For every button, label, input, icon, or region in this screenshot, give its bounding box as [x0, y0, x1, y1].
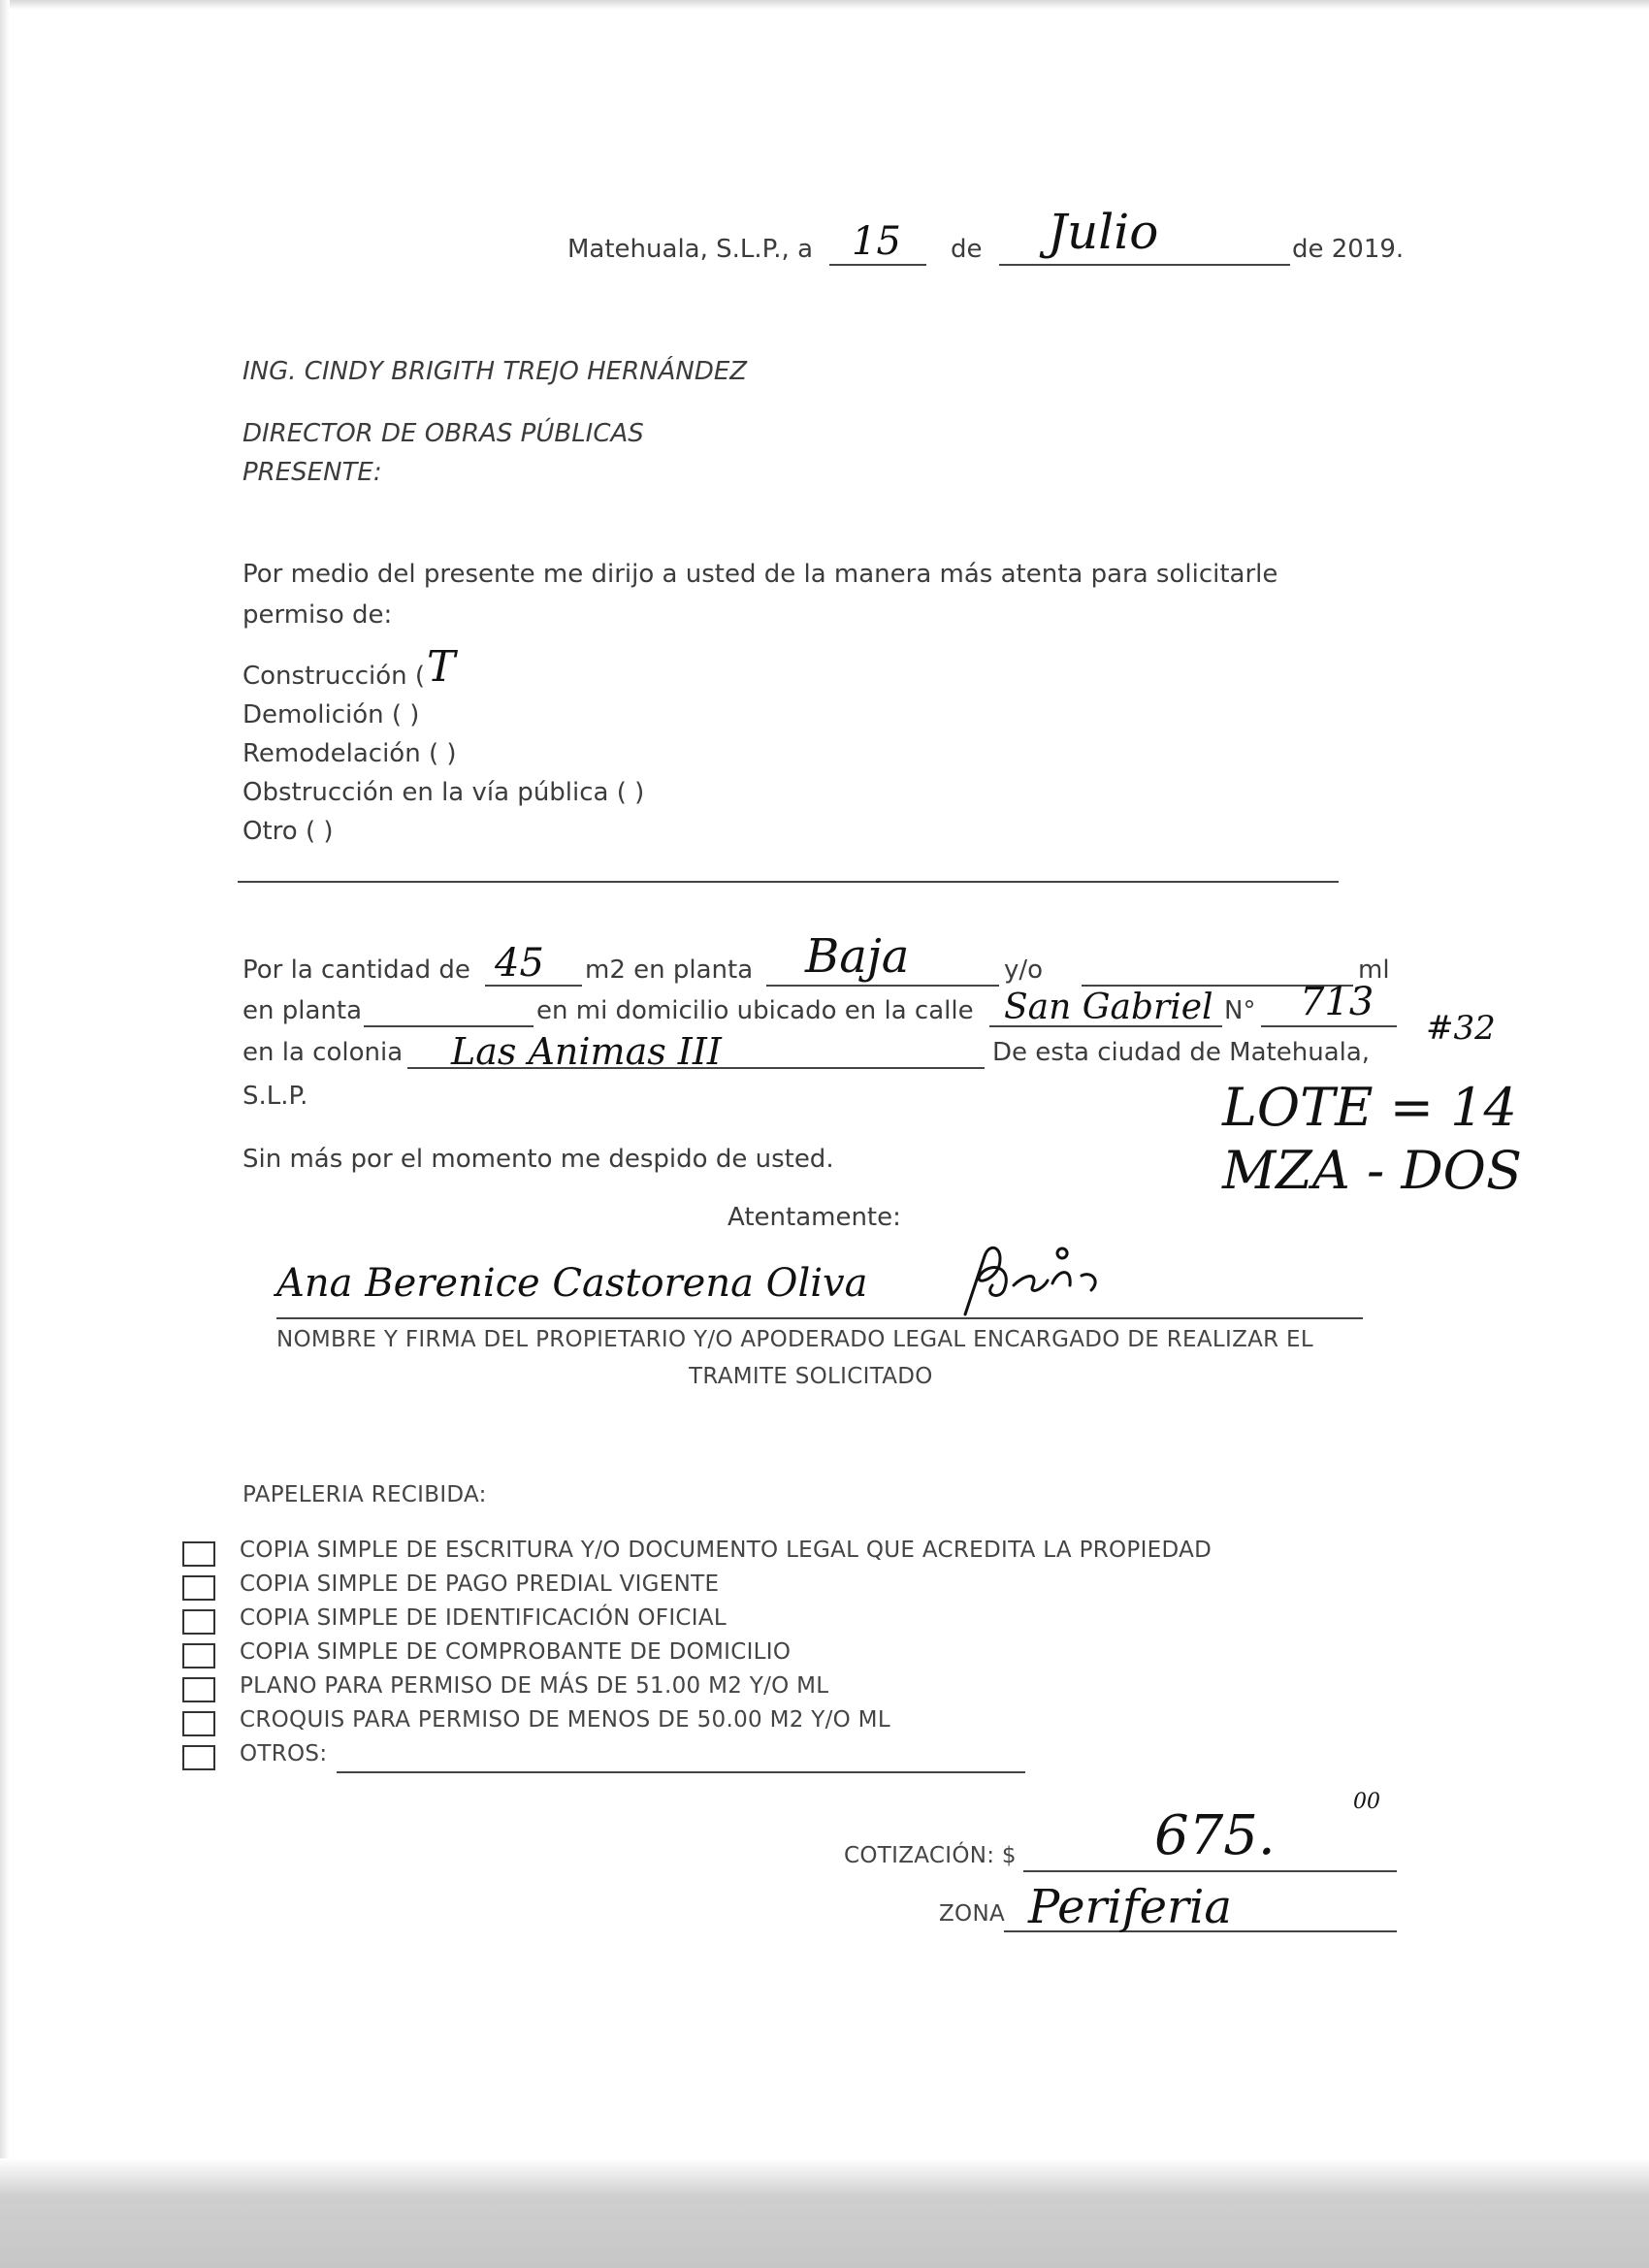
day-line: [829, 264, 926, 266]
papeleria-checkbox[interactable]: [182, 1541, 215, 1567]
date-year-label: de 2019.: [1292, 235, 1405, 264]
cotizacion-line: [1023, 1870, 1397, 1872]
cantidad-handwritten: 45: [495, 941, 544, 986]
scan-bottom-band: [0, 2158, 1649, 2268]
intro-line-2: permiso de:: [242, 600, 393, 630]
owner-name-handwritten: Ana Berenice Castorena Oliva: [276, 1261, 868, 1306]
scan-left-edge: [0, 0, 10, 2183]
cotizacion-cents-handwritten: 00: [1353, 1790, 1380, 1814]
option-otro-line: [238, 881, 1339, 883]
slp-label: S.L.P.: [242, 1082, 308, 1111]
option-otro: Otro ( ): [242, 817, 334, 846]
construccion-mark: T: [427, 642, 456, 692]
papeleria-item: CROQUIS PARA PERMISO DE MENOS DE 50.00 M2 Y/O ML: [240, 1707, 890, 1733]
papeleria-item: OTROS:: [240, 1741, 328, 1766]
firma-caption-2: TRAMITE SOLICITADO: [689, 1364, 933, 1389]
extra-number-handwritten: #32: [1426, 1009, 1496, 1048]
option-obstruccion: Obstrucción en la vía pública ( ): [242, 778, 645, 807]
colonia-label: en la colonia: [242, 1038, 404, 1067]
planta-handwritten: Baja: [805, 929, 910, 984]
firma-caption-1: NOMBRE Y FIRMA DEL PROPIETARIO Y/O APODERADO LEGAL ENCARGADO DE REALIZAR EL: [276, 1327, 1313, 1352]
papeleria-item: PLANO PARA PERMISO DE MÁS DE 51.00 M2 Y/O ML: [240, 1673, 829, 1699]
addressee-name: ING. CINDY BRIGITH TREJO HERNÁNDEZ: [242, 357, 748, 386]
date-de-label: de: [951, 235, 983, 264]
papeleria-checkbox[interactable]: [182, 1677, 215, 1702]
papeleria-checkbox[interactable]: [182, 1609, 215, 1635]
zona-handwritten: Periferia: [1028, 1880, 1232, 1934]
papeleria-checkbox[interactable]: [182, 1745, 215, 1770]
option-remodelacion: Remodelación ( ): [242, 739, 457, 768]
ml-label: ml: [1358, 956, 1390, 985]
numero-handwritten: 713: [1300, 980, 1374, 1024]
planta-line: [766, 985, 999, 987]
en-planta-label: en planta: [242, 996, 363, 1025]
addressee-title: DIRECTOR DE OBRAS PÚBLICAS: [242, 419, 644, 448]
despido-text: Sin más por el momento me despido de usted.: [242, 1145, 834, 1174]
papeleria-checkbox[interactable]: [182, 1711, 215, 1736]
day-handwritten: 15: [852, 219, 901, 264]
owner-signature: [946, 1237, 1140, 1324]
domicilio-label: en mi domicilio ubicado en la calle: [536, 996, 974, 1025]
zona-label: ZONA: [939, 1901, 1005, 1927]
papeleria-item: COPIA SIMPLE DE PAGO PREDIAL VIGENTE: [240, 1571, 720, 1597]
mza-handwritten: MZA - DOS: [1222, 1140, 1522, 1201]
papeleria-item: COPIA SIMPLE DE ESCRITURA Y/O DOCUMENTO LEGAL QUE ACREDITA LA PROPIEDAD: [240, 1538, 1212, 1563]
papeleria-checkbox[interactable]: [182, 1643, 215, 1669]
papeleria-title: PAPELERIA RECIBIDA:: [242, 1482, 487, 1507]
date-city-label: Matehuala, S.L.P., a: [567, 235, 814, 264]
en-planta-line: [364, 1025, 534, 1027]
month-handwritten: Julio: [1048, 204, 1159, 260]
calle-handwritten: San Gabriel: [1004, 988, 1213, 1027]
month-line: [999, 264, 1290, 266]
yo-label: y/o: [1004, 956, 1044, 985]
papeleria-item: COPIA SIMPLE DE COMPROBANTE DE DOMICILIO: [240, 1639, 792, 1665]
numero-label: N°: [1224, 996, 1256, 1025]
lote-handwritten: LOTE = 14: [1222, 1077, 1517, 1138]
otros-line: [337, 1771, 1025, 1773]
papeleria-item: COPIA SIMPLE DE IDENTIFICACIÓN OFICIAL: [240, 1605, 728, 1631]
numero-line: [1261, 1025, 1397, 1027]
papeleria-checkbox[interactable]: [182, 1575, 215, 1601]
option-construccion: Construcción (: [242, 662, 426, 691]
m2-label: m2 en planta: [585, 956, 754, 985]
cantidad-label: Por la cantidad de: [242, 956, 470, 985]
intro-line-1: Por medio del presente me dirijo a usted de la manera más atenta para solicitarle: [242, 560, 1278, 589]
scan-top-edge: [0, 0, 1649, 10]
cotizacion-handwritten: 675.: [1154, 1804, 1276, 1867]
colonia-handwritten: Las Animas III: [451, 1030, 722, 1073]
atentamente-text: Atentamente:: [728, 1203, 901, 1232]
option-demolicion: Demolición ( ): [242, 700, 420, 729]
firma-line: [276, 1317, 1363, 1319]
addressee-presente: PRESENTE:: [242, 458, 382, 487]
ciudad-label: De esta ciudad de Matehuala,: [992, 1038, 1371, 1067]
cotizacion-label: COTIZACIÓN: $: [844, 1843, 1017, 1868]
